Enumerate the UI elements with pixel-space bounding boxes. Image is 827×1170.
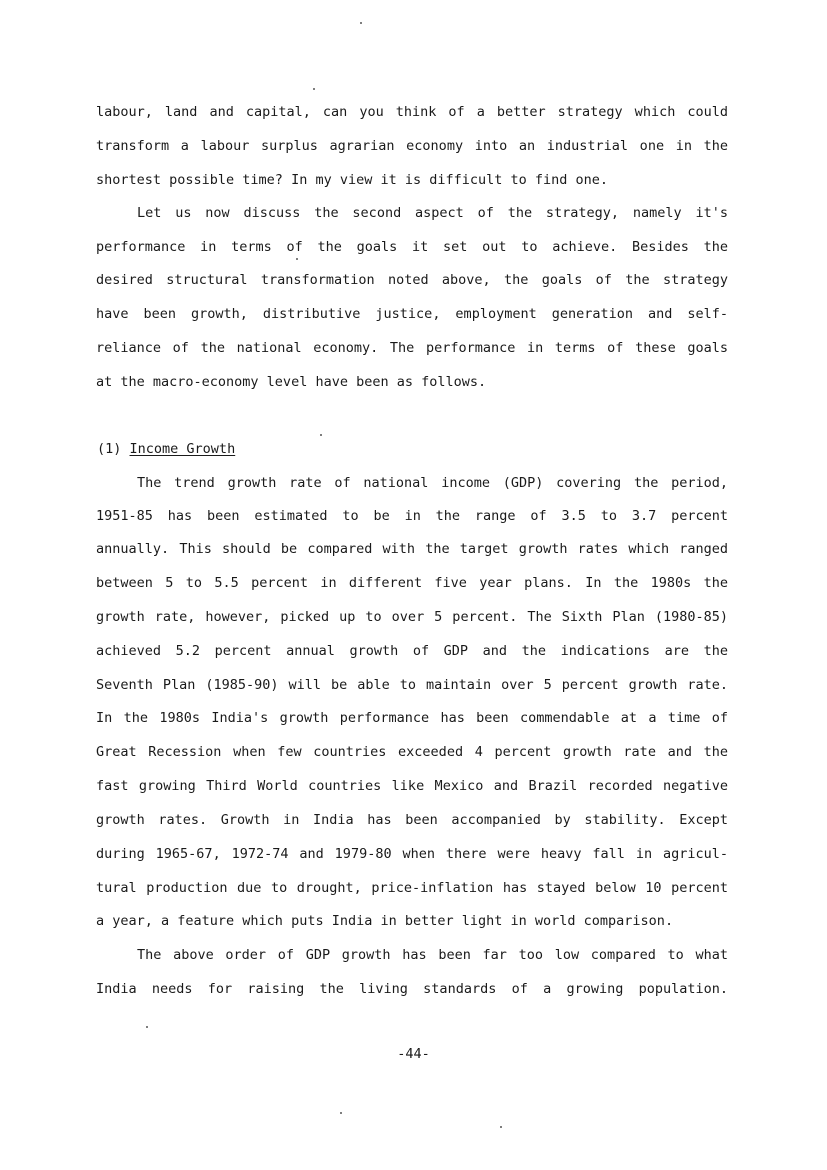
scan-speck xyxy=(296,258,298,260)
page-number: -44- xyxy=(397,1046,430,1062)
text-line: desired structural transformation noted above, the goals of the strategy xyxy=(96,272,728,288)
text-line: The trend growth rate of national income (GDP) covering the period, xyxy=(137,475,728,491)
scan-speck xyxy=(313,88,315,90)
text-line: growth rate, however, picked up to over 5 percent. The Sixth Plan (1980-85) xyxy=(96,609,728,625)
text-line: transform a labour surplus agrarian economy into an industrial one in the xyxy=(96,138,728,154)
section-title: Income Growth xyxy=(129,441,236,457)
text-line: India needs for raising the living standards of a growing population. xyxy=(96,981,728,997)
scan-speck xyxy=(360,22,362,24)
scan-speck xyxy=(500,1126,502,1128)
text-line: The above order of GDP growth has been far too low compared to what xyxy=(137,947,728,963)
text-line: achieved 5.2 percent annual growth of GDP and the indications are the xyxy=(96,643,728,659)
text-line: at the macro-economy level have been as follows. xyxy=(96,374,487,390)
text-line: performance in terms of the goals it set out to achieve. Besides the xyxy=(96,239,728,255)
text-line: fast growing Third World countries like Mexico and Brazil recorded negative xyxy=(96,778,728,794)
section-heading xyxy=(97,440,235,458)
text-line: 1951-85 has been estimated to be in the range of 3.5 to 3.7 percent xyxy=(96,508,728,524)
text-line: reliance of the national economy. The performance in terms of these goals xyxy=(96,340,728,356)
scan-speck xyxy=(146,1026,148,1028)
text-line: growth rates. Growth in India has been accompanied by stability. Except xyxy=(96,812,728,828)
section-number: (1) xyxy=(97,441,122,457)
text-line: a year, a feature which puts India in better light in world comparison. xyxy=(96,913,674,929)
text-line: have been growth, distributive justice, employment generation and self- xyxy=(96,306,728,322)
text-line: annually. This should be compared with the target growth rates which ranged xyxy=(96,541,728,557)
text-line: tural production due to drought, price-inflation has stayed below 10 percent xyxy=(96,880,728,896)
text-line: between 5 to 5.5 percent in different five year plans. In the 1980s the xyxy=(96,575,728,591)
text-line: shortest possible time? In my view it is difficult to find one. xyxy=(96,172,609,188)
text-line: during 1965-67, 1972-74 and 1979-80 when there were heavy fall in agricul- xyxy=(96,846,728,862)
scan-speck xyxy=(340,1112,342,1114)
text-line: Seventh Plan (1985-90) will be able to maintain over 5 percent growth rate. xyxy=(96,677,728,693)
text-line: labour, land and capital, can you think of a better strategy which could xyxy=(96,104,728,120)
scan-speck xyxy=(320,434,322,436)
text-line: In the 1980s India's growth performance has been commendable at a time of xyxy=(96,710,728,726)
text-line: Let us now discuss the second aspect of the strategy, namely it's xyxy=(137,205,728,221)
text-line: Great Recession when few countries exceeded 4 percent growth rate and the xyxy=(96,744,728,760)
